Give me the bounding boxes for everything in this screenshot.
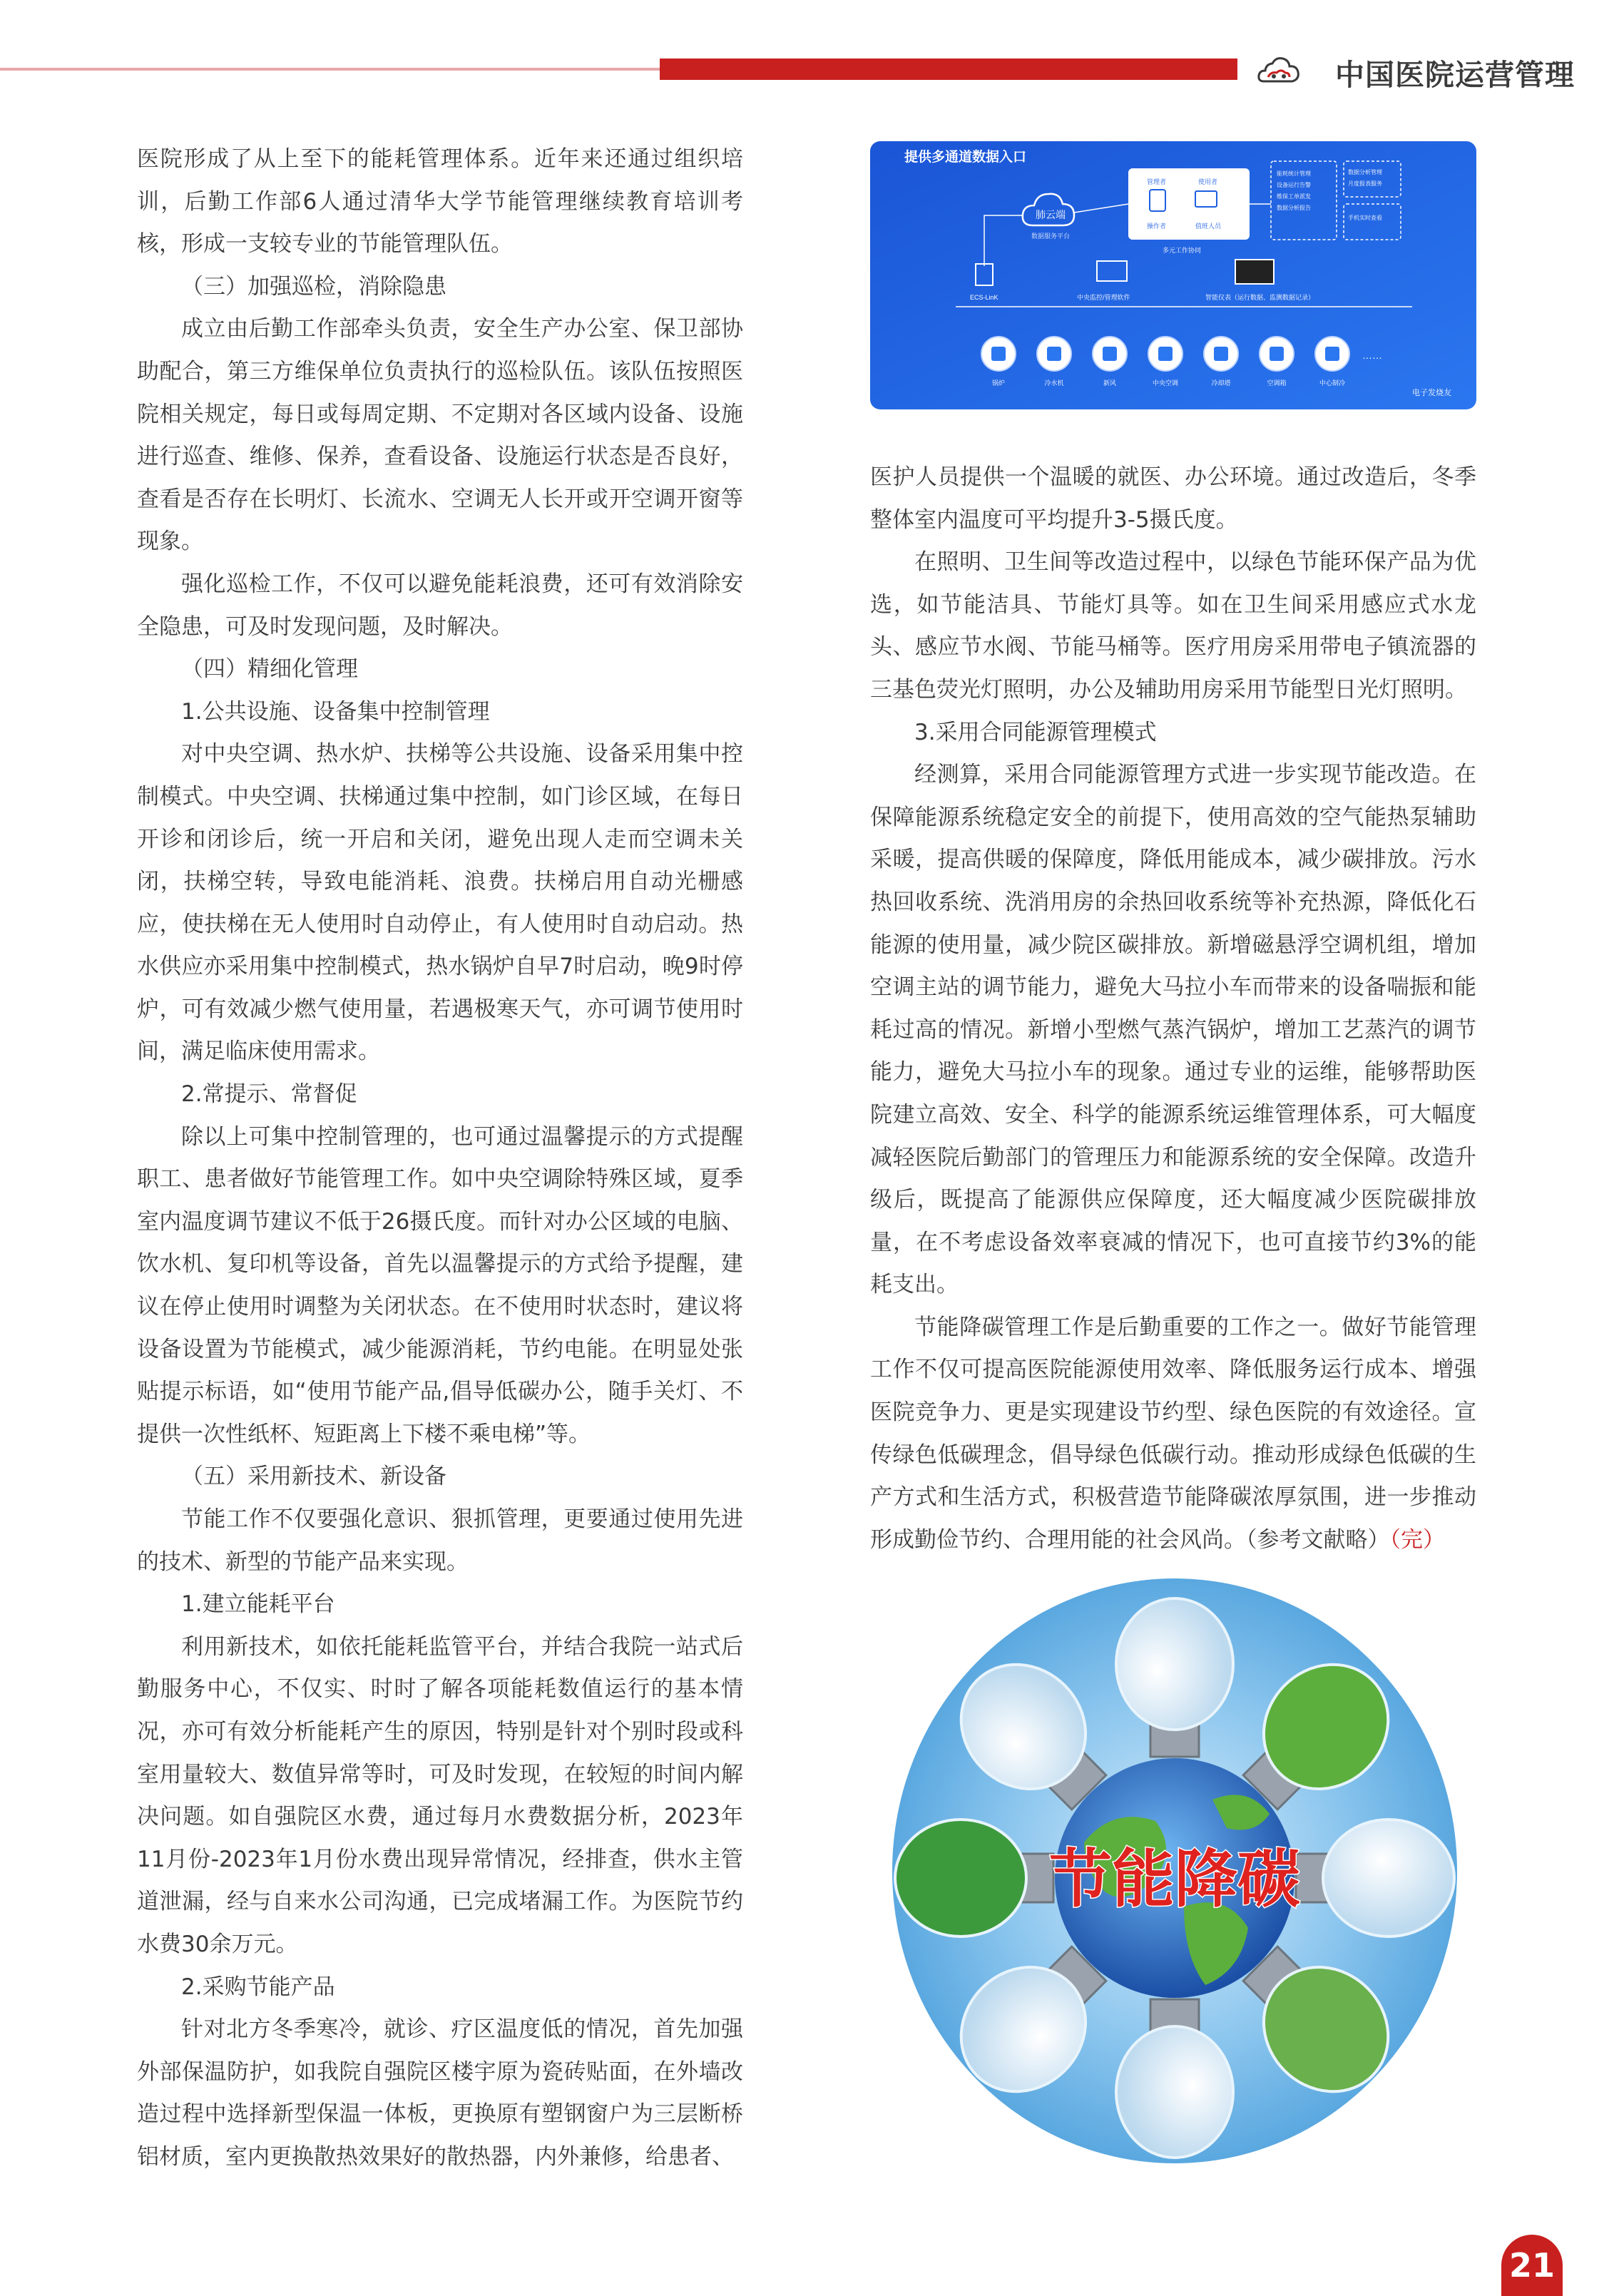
paragraph-text: 3.采用合同能源管理模式: [914, 719, 1157, 745]
right-sub-2: 月度报表服务: [1348, 180, 1382, 187]
body-paragraph: [137, 733, 743, 1073]
section-heading: [137, 1966, 743, 2009]
paragraph-text: 节能降碳管理工作是后勤重要的工作之一。做好节能管理工作不仅可提高医院能源使用效率、降低服务运行成本、增强医院竞争力、更是实现建设节约型、绿色医院的有效途径。宣传绿色低碳理念，倡导绿色低碳行动。推动形成绿色低碳的生产方式和生活方式，积极营造节能降碳浓厚氛围，进一步推动形成勤俭节约、合理用能的社会风尚。（参考文献略）: [870, 1314, 1476, 1553]
center-item-1: 管理者: [1147, 178, 1167, 185]
paragraph-text: 医院形成了从上至下的能耗管理体系。近年来还通过组织培训，后勤工作部6人通过清华大学节能管理继续教育培训考核，形成一支较专业的节能管理队伍。: [137, 146, 743, 257]
paragraph-text: 1.建立能耗平台: [181, 1591, 335, 1618]
equipment-label: 中心制冷: [1319, 379, 1346, 387]
paragraph-text: 医护人员提供一个温暖的就医、办公环境。通过改造后，冬季整体室内温度可平均提升3-5摄氏度。: [870, 464, 1476, 533]
paragraph-text: 成立由后勤工作部牵头负责，安全生产办公室、保卫部协助配合，第三方维保单位负责执行的巡检队伍。该队伍按照医院相关规定，每日或每周定期、不定期对各区域内设备、设施进行巡查、维修、保养，查看设备、设施运行状态是否良好，查看是否存在长明灯、长流水、空调无人长开或开空调开窗等现象。: [137, 316, 743, 555]
equipment-label: 冷却塔: [1211, 379, 1231, 387]
center-caption: 多元工作协同: [1163, 247, 1202, 254]
journal-title: 中国医院运营管理: [1335, 58, 1575, 92]
meter-icon: [1235, 260, 1274, 284]
paragraph-text: 2.采购节能产品: [181, 1974, 335, 2000]
header-accent-bar: [660, 58, 1237, 80]
left-column: [137, 138, 743, 2179]
body-paragraph: [137, 563, 743, 648]
paragraph-text: 在照明、卫生间等改造过程中，以绿色节能环保产品为优选，如节能洁具、节能灯具等。如在卫生间采用感应式水龙头、感应节水阀、节能马桶等。医疗用房采用带电子镇流器的三基色荧光灯照明，办公及辅助用房采用节能型日光灯照明。: [870, 549, 1476, 703]
section-heading: [137, 1073, 743, 1116]
section-heading: [137, 1583, 743, 1626]
energy-saving-illustration: [870, 1571, 1479, 2170]
body-paragraph: [137, 1626, 743, 1966]
section-heading: [137, 266, 743, 309]
paragraph-text: 经测算，采用合同能源管理方式进一步实现节能改造。在保障能源系统稳定安全的前提下，使用高效的空气能热泵辅助采暖，提高供暖的保障度，降低用能成本，减少碳排放。污水热回收系统、洗消用房的余热回收系统等补充热源，降低化石能源的使用量，减少院区碳排放。新增磁悬浮空调机组，增加空调主站的调节能力，避免大马拉小车而带来的设备喘振和能耗过高的情况。新增小型燃气蒸汽锅炉，增加工艺蒸汽的调节能力，避免大马拉小车的现象。通过专业的运维，能够帮助医院建立高效、安全、科学的能源系统运维管理体系，可大幅度减轻医院后勤部门的管理压力和能源系统的安全保障。改造升级后，既提高了能源供应保障度，还大幅度减少医院碳排放量，在不考虑设备效率衰减的情况下，也可直接节约3%的能耗支出。: [870, 762, 1476, 1298]
section-heading: [137, 1456, 743, 1499]
cloud-sub: 数据服务平台: [1031, 233, 1071, 240]
paragraph-text: 针对北方冬季寒冷，就诊、疗区温度低的情况，首先加强外部保温防护，如我院自强院区楼宇原为瓷砖贴面，在外墙改造过程中选择新型保温一体板，更换原有塑钢窗户为三层断桥铝材质，室内更换散热效果好的散热器，内外兼修，给患者、: [137, 2016, 743, 2170]
paragraph-text: 利用新技术，如依托能耗监管平台，并结合我院一站式后勤服务中心，不仅实、时时了解各项能耗数值运行的基本情况，亦可有效分析能耗产生的原因，特别是针对个别时段或科室用量较大、数值异常等时，可及时发现，在较短的时间内解决问题。如自强院区水费，通过每月水费数据分析，2023年11月份-2023年1月份水费出现异常情况，经排查，供水主管道泄漏，经与自来水公司沟通，已完成堵漏工作。为医院节约水费30余万元。: [137, 1633, 743, 1957]
center-slogan: 节能降碳: [1048, 1842, 1301, 1916]
device-mid: 中央监控/管理软件: [1077, 294, 1130, 301]
end-mark: （完）: [1389, 1526, 1445, 1553]
right-item-4: 数据分析报告: [1277, 205, 1311, 211]
right-sub-3: 手机实时查看: [1348, 215, 1382, 221]
device-left: ECS-LinK: [970, 294, 998, 301]
body-paragraph: [870, 456, 1476, 541]
right-item-2: 设备运行告警: [1277, 182, 1311, 188]
body-paragraph: [870, 541, 1476, 711]
section-heading: [137, 648, 743, 691]
ellipsis: ……: [1362, 349, 1382, 361]
paragraph-text: （四）精细化管理: [181, 656, 358, 683]
header-rule: [0, 68, 660, 71]
section-heading: [870, 712, 1476, 755]
paragraph-text: （三）加强巡检，消除隐患: [181, 273, 446, 300]
body-paragraph: [137, 138, 743, 266]
cloud-label: 肺云端: [1036, 209, 1066, 220]
equipment-label: 中央空调: [1152, 379, 1179, 387]
body-paragraph: [137, 1499, 743, 1583]
platform-diagram: [870, 141, 1476, 409]
equipment-label: 锅炉: [991, 379, 1006, 387]
body-paragraph: [870, 754, 1476, 1307]
center-item-4: 值班人员: [1195, 223, 1222, 230]
equipment-label: 空调箱: [1267, 379, 1287, 387]
equipment-label: 新风: [1103, 379, 1117, 387]
equipment-label: 冷水机: [1044, 379, 1064, 387]
paragraph-text: 除以上可集中控制管理的，也可通过温馨提示的方式提醒职工、患者做好节能管理工作。如中央空调除特殊区域，夏季室内温度调节建议不低于26摄氏度。而针对办公区域的电脑、饮水机、复印机等设备，首先以温馨提示的方式给予提醒，建议在停止使用时调整为关闭状态。在不使用时状态时，建议将设备设置为节能模式，减少能源消耗，节约电能。在明显处张贴提示标语，如“使用节能产品,倡导低碳办公，随手关灯、不提供一次性纸杯、短距离上下楼不乘电梯”等。: [137, 1123, 743, 1447]
paragraph-text: （五）采用新技术、新设备: [181, 1464, 446, 1490]
bulb-ring-graphic: [870, 1571, 1479, 2170]
paragraph-text: 节能工作不仅要强化意识、狠抓管理，更要通过使用先进的技术、新型的节能产品来实现。: [137, 1506, 743, 1575]
right-column: [870, 456, 1476, 1561]
page-number: 21: [1501, 2235, 1563, 2296]
paragraph-text: 对中央空调、热水炉、扶梯等公共设施、设备采用集中控制模式。中央空调、扶梯通过集中控制，如门诊区域，在每日开诊和闭诊后，统一开启和关闭，避免出现人走而空调未关闭，扶梯空转，导致电能消耗、浪费。扶梯启用自动光栅感应，使扶梯在无人使用时自动停止，有人使用时自动启动。热水供应亦采用集中控制模式，热水锅炉自早7时启动，晚9时停炉，可有效减少燃气使用量，若遇极寒天气，亦可调节使用时间，满足临床使用需求。: [137, 741, 743, 1065]
body-paragraph: [137, 1116, 743, 1456]
paragraph-text: 2.常提示、常督促: [181, 1081, 357, 1108]
right-item-3: 维保工单派发: [1277, 193, 1311, 200]
brand-mark: 电子发烧友: [1412, 389, 1451, 397]
body-paragraph: [870, 1307, 1476, 1562]
right-sub-1: 数据分析管理: [1348, 169, 1382, 175]
paragraph-text: 强化巡检工作，不仅可以避免能耗浪费，还可有效消除安全隐患，可及时发现问题，及时解决。: [137, 571, 743, 640]
platform-diagram-figure: [870, 141, 1476, 409]
right-item-1: 能耗统计管理: [1277, 170, 1311, 177]
center-item-2: 使用者: [1198, 178, 1218, 185]
diagram-title: 提供多通道数据入口: [904, 150, 1027, 165]
paragraph-text: 1.公共设施、设备集中控制管理: [181, 698, 490, 725]
section-heading: [137, 691, 743, 734]
cloud-logo-icon: [1257, 54, 1301, 86]
center-item-3: 操作者: [1147, 223, 1167, 230]
body-paragraph: [137, 308, 743, 563]
device-right: 智能仪表（运行数据、监测数据记录）: [1205, 294, 1315, 301]
body-paragraph: [137, 2009, 743, 2178]
